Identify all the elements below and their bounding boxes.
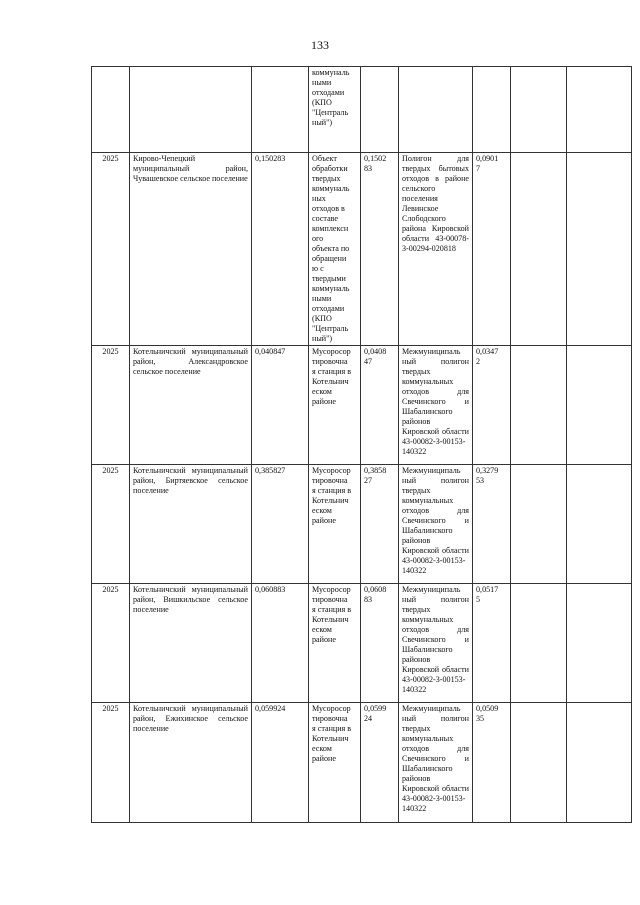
cell-destination-object: Межмуниципаль ный полигон твердых коммунальных отходов для Свечинского и Шабалинского районов Кировской области 43-00082-З-00153-140322	[399, 703, 473, 823]
cell-year: 2025	[92, 584, 130, 703]
cell-source-object: Мусоросор тировочна я станция в Котельнич еском районе	[309, 346, 361, 465]
table-row	[92, 346, 632, 465]
cell-destination-value: 0,0347 2	[473, 346, 511, 465]
cell-volume: 0,150283	[252, 153, 309, 346]
cell-empty	[130, 67, 252, 153]
cell-empty	[511, 465, 567, 584]
cell-municipality: Котельничский муниципальный район, Биртяевское сельское поселение	[130, 465, 252, 584]
cell-year: 2025	[92, 465, 130, 584]
cell-destination-value: 0,0517 5	[473, 584, 511, 703]
cell-empty	[511, 703, 567, 823]
waste-flow-table	[91, 66, 632, 823]
cell-empty	[92, 67, 130, 153]
cell-empty	[511, 346, 567, 465]
table-row	[92, 703, 632, 823]
cell-empty	[511, 584, 567, 703]
cell-destination-object: Межмуниципаль ный полигон твердых коммунальных отходов для Свечинского и Шабалинского районов Кировской области 43-00082-З-00153-140322	[399, 346, 473, 465]
cell-source-object: Объект обработки твердых коммуналь ных отходов в составе комплексн ого объекта по обращени ю с твердыми коммуналь ными отходами (КПО "Централь ный")	[309, 153, 361, 346]
cell-empty	[511, 67, 567, 153]
cell-year: 2025	[92, 346, 130, 465]
cell-source-value: 0,0608 83	[361, 584, 399, 703]
cell-municipality: Котельничский муниципальный район, Вишкильское сельское поселение	[130, 584, 252, 703]
cell-volume: 0,060883	[252, 584, 309, 703]
cell-destination-object: Межмуниципаль ный полигон твердых коммунальных отходов для Свечинского и Шабалинского районов Кировской области 43-00082-З-00153-140322	[399, 584, 473, 703]
cell-source-value: 0,3858 27	[361, 465, 399, 584]
cell-destination-value: 0,0901 7	[473, 153, 511, 346]
cell-source-value: 0,1502 83	[361, 153, 399, 346]
cell-empty	[567, 584, 632, 703]
cell-year: 2025	[92, 703, 130, 823]
cell-volume: 0,385827	[252, 465, 309, 584]
cell-volume: 0,059924	[252, 703, 309, 823]
cell-destination-object: Полигон для твердых бытовых отходов в районе сельского поселения Левинское Слободского района Кировской области 43-00078-З-00294-020818	[399, 153, 473, 346]
cell-municipality: Котельничский муниципальный район, Александровское сельское поселение	[130, 346, 252, 465]
cell-empty	[473, 67, 511, 153]
cell-empty	[567, 153, 632, 346]
cell-destination-object: Межмуниципаль ный полигон твердых коммунальных отходов для Свечинского и Шабалинского районов Кировской области 43-00082-З-00153-140322	[399, 465, 473, 584]
cell-source-object: Мусоросор тировочна я станция в Котельнич еском районе	[309, 703, 361, 823]
table-row	[92, 465, 632, 584]
cell-destination-value: 0,0509 35	[473, 703, 511, 823]
cell-empty	[399, 67, 473, 153]
cell-empty	[567, 465, 632, 584]
page-number: 133	[311, 38, 329, 52]
cell-source-object: коммуналь ными отходами (КПО "Централь ный")	[309, 67, 361, 153]
cell-volume: 0,040847	[252, 346, 309, 465]
cell-empty	[511, 153, 567, 346]
cell-source-object: Мусоросор тировочна я станция в Котельнич еском районе	[309, 584, 361, 703]
cell-source-object: Мусоросор тировочна я станция в Котельнич еском районе	[309, 465, 361, 584]
cell-source-value: 0,0599 24	[361, 703, 399, 823]
cell-year: 2025	[92, 153, 130, 346]
cell-empty	[567, 703, 632, 823]
cell-municipality: Кирово-Чепецкий муниципальный район, Чувашевское сельское поселение	[130, 153, 252, 346]
cell-empty	[567, 67, 632, 153]
cell-destination-value: 0,3279 53	[473, 465, 511, 584]
table-row	[92, 584, 632, 703]
cell-empty	[252, 67, 309, 153]
cell-empty	[361, 67, 399, 153]
table-row	[92, 153, 632, 346]
cell-municipality: Котельничский муниципальный район, Ежихинское сельское поселение	[130, 703, 252, 823]
cell-source-value: 0,0408 47	[361, 346, 399, 465]
table-row-continuation	[92, 67, 632, 153]
cell-empty	[567, 346, 632, 465]
